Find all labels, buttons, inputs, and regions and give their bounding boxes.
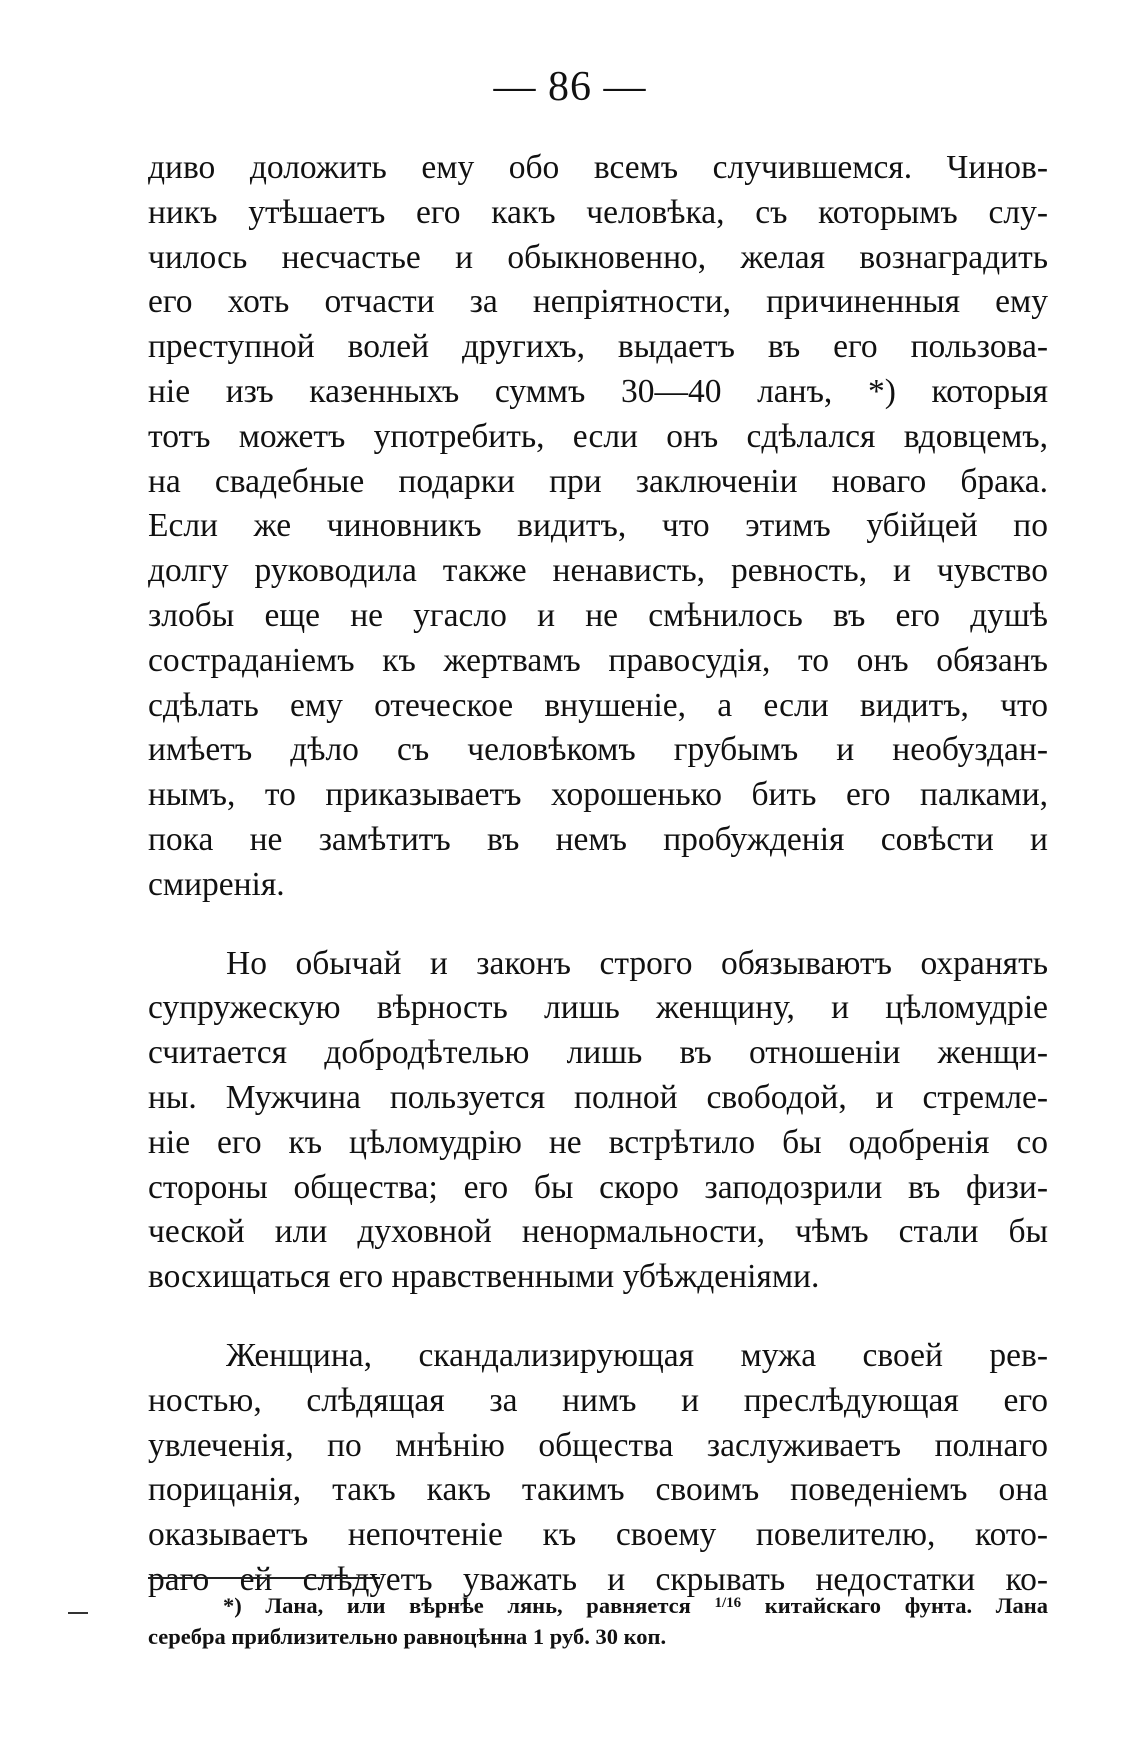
text-line: стороны общества; его бы скоро заподозрили въ физи- — [148, 1168, 1048, 1206]
footnote-line: серебра приблизительно равноцѣнна 1 руб. 30 коп. — [148, 1624, 667, 1649]
paragraph-3 — [148, 1334, 1048, 1603]
footnote-divider — [148, 1577, 380, 1579]
text-line: Женщина, скандализирующая мужа своей рев- — [226, 1336, 1048, 1374]
text-line: состраданіемъ къ жертвамъ правосудія, то онъ обязанъ — [148, 641, 1048, 679]
text-line: оказываетъ непочтеніе къ своему повелителю, кото- — [148, 1516, 1048, 1554]
text-line: тотъ можетъ употребить, если онъ сдѣлался вдовцемъ, — [148, 417, 1048, 455]
text-line: ческой или духовной ненормальности, чѣмъ стали бы — [148, 1213, 1048, 1251]
text-line: увлеченія, по мнѣнію общества заслуживаетъ полнаго — [148, 1426, 1048, 1464]
text-line: Если же чиновникъ видитъ, что этимъ убійцей по — [148, 507, 1048, 545]
text-line: ностью, слѣдящая за нимъ и преслѣдующая его — [148, 1381, 1048, 1419]
text-line: ны. Мужчина пользуется полной свободой, и стремле- — [148, 1078, 1048, 1116]
text-line: диво доложить ему обо всемъ случившемся. Чинов- — [148, 149, 1048, 186]
text-line: пока не замѣтитъ въ немъ пробужденія совѣсти и — [148, 820, 1048, 858]
text-line: его хоть отчасти за непріятности, причиненныя ему — [148, 283, 1048, 321]
page-number: — 86 — — [493, 64, 647, 110]
text-line: Но обычай и законъ строго обязываютъ охранять — [226, 944, 1048, 982]
text-line: сдѣлать ему отеческое внушеніе, а если видитъ, что — [148, 686, 1048, 724]
text-line: имѣетъ дѣло съ человѣкомъ грубымъ и необуздан- — [148, 731, 1048, 769]
footnote-text: *) Лана, или вѣрнѣе лянь, равняется — [223, 1593, 715, 1618]
footnote — [148, 1588, 1048, 1652]
text-line: на свадебные подарки при заключеніи новаго брака. — [148, 462, 1048, 500]
paragraph-gap — [148, 1300, 1048, 1334]
text-line: ніе его къ цѣломудрію не встрѣтило бы одобренія со — [148, 1123, 1048, 1161]
text-line: злобы еще не угасло и не смѣнилось въ его душѣ — [148, 596, 1048, 634]
text-line: ніе изъ казенныхъ суммъ 30—40 ланъ, *) которыя — [148, 372, 1048, 410]
footnote-line — [148, 1588, 1048, 1621]
text-line: смиренія. — [148, 865, 285, 903]
text-line: преступной волей другихъ, выдаетъ въ его пользова- — [148, 328, 1048, 366]
text-line: супружескую вѣрность лишь женщину, и цѣломудріе — [148, 989, 1048, 1027]
text-line: считается добродѣтелью лишь въ отношеніи женщи- — [148, 1034, 1048, 1072]
text-line: никъ утѣшаетъ его какъ человѣка, съ которымъ слу- — [148, 193, 1048, 231]
footnote-text: китайскаго фунта. Лана — [741, 1593, 1048, 1618]
text-line: порицанія, такъ какъ такимъ своимъ поведеніемъ она — [148, 1471, 1048, 1509]
fraction: 1/16 — [714, 1595, 742, 1611]
paragraph-1 — [148, 146, 1048, 908]
text-line: долгу руководила также ненависть, ревность, и чувство — [148, 552, 1048, 590]
paragraph-2 — [148, 942, 1048, 1300]
text-line: нымъ, то приказываетъ хорошенько бить его палками, — [148, 776, 1048, 814]
margin-mark — [68, 1612, 88, 1614]
text-line: восхищаться его нравственными убѣжденіями. — [148, 1258, 820, 1296]
paragraph-gap — [148, 908, 1048, 942]
text-line: раго ей слѣдуетъ уважать и скрывать недостатки ко- — [148, 1560, 1048, 1598]
body-text — [148, 146, 1048, 1603]
text-line: чилось несчастье и обыкновенно, желая вознаградить — [148, 238, 1048, 276]
